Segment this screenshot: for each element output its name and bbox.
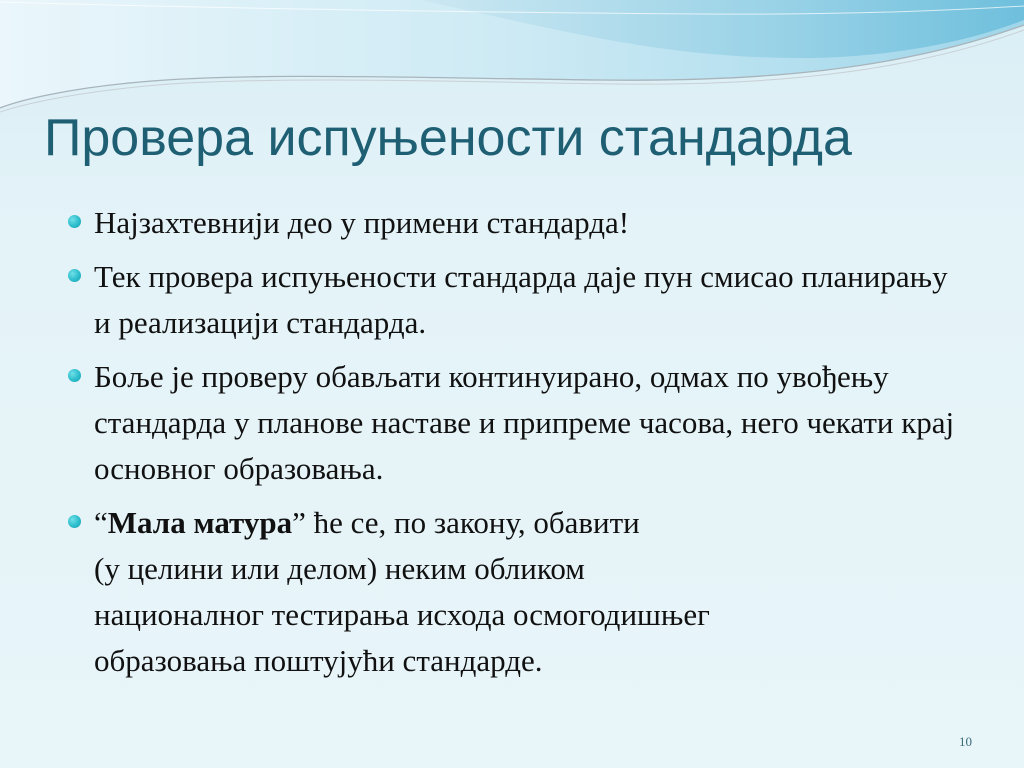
mala-matura-text: Мала матура <box>107 505 293 540</box>
page-number: 10 <box>959 734 972 749</box>
slide-title: Провера испуњености стандарда <box>44 109 852 167</box>
bullet-text-line1: ће се, по закону, обавити <box>305 505 640 540</box>
bullet-item <box>64 354 964 492</box>
bullet-item <box>64 500 964 684</box>
quote-open: “ <box>94 505 108 540</box>
bullet-text-line4: образовања поштујући стандарде. <box>94 643 543 678</box>
bullet-text: Најзахтевнији део у примени стандарда! <box>94 205 630 240</box>
bullet-list <box>64 200 964 692</box>
bullet-text: Боље је проверу обављати континуирано, одмах по увођењу стандарда у планове наставе и припреме часова, него чекати крај основног образовања. <box>94 359 955 486</box>
bullet-item <box>64 254 964 346</box>
bullet-text: Тек провера испуњености стандарда даје пун смисао планирању и реализацији стандарда. <box>94 259 948 340</box>
bullet-text-line2: (у целини или делом) неким обликом <box>94 551 585 586</box>
quote-close: ” <box>292 505 306 540</box>
bullet-icon <box>68 215 81 228</box>
bullet-icon <box>68 369 81 382</box>
bullet-item <box>64 200 964 246</box>
bullet-icon <box>68 515 81 528</box>
bullet-icon <box>68 269 81 282</box>
bullet-text-line3: националног тестирања исхода осмогодишњег <box>94 597 710 632</box>
